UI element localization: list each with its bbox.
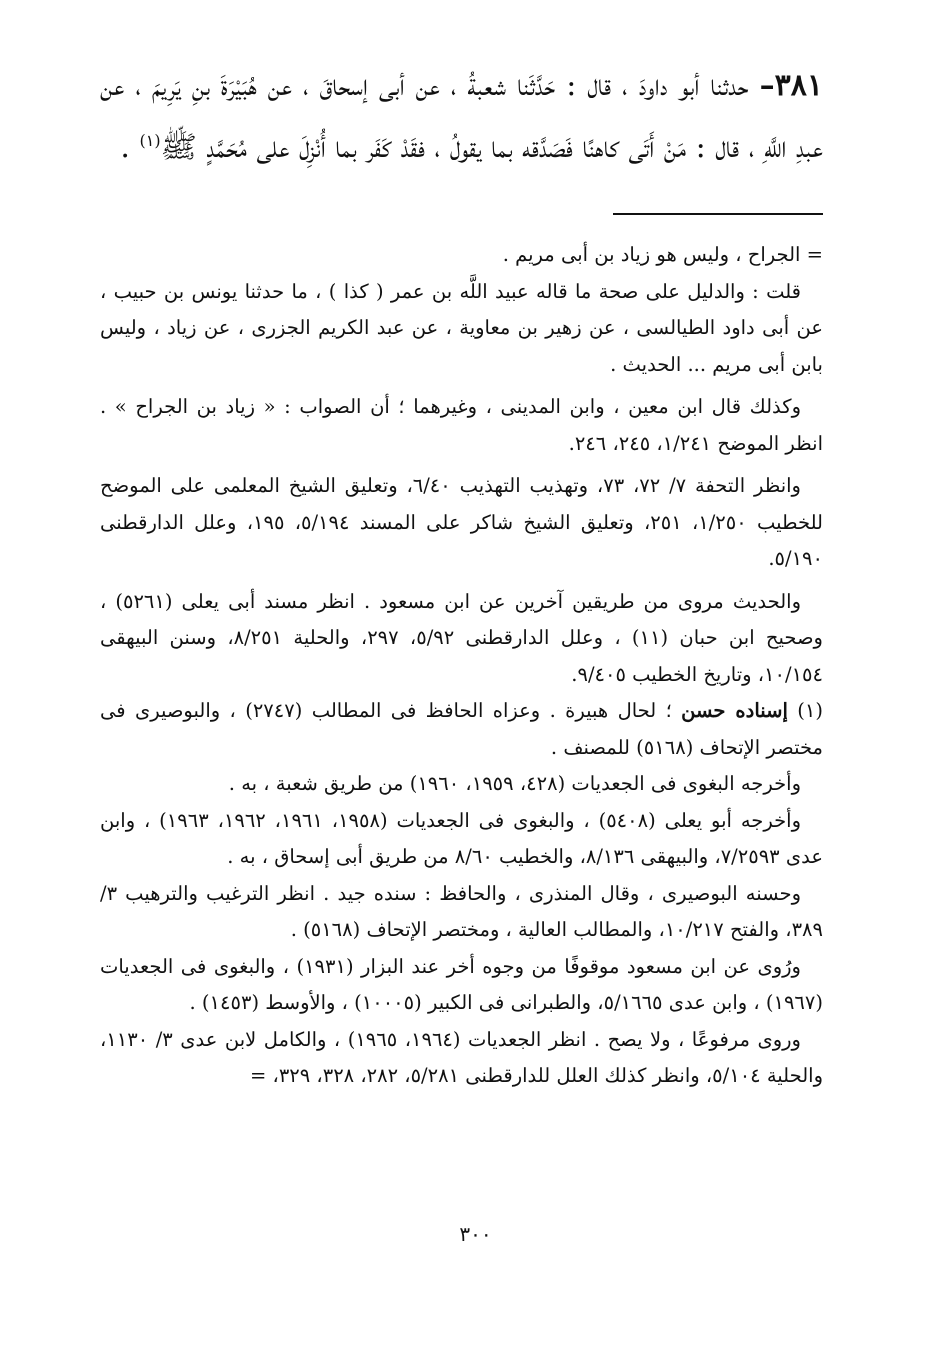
hadith-number: ٣٨١–	[759, 68, 823, 103]
footnote-1-grade: إسناده حسن	[681, 699, 788, 722]
note-paragraph: وحسنه البوصيرى ، وقال المنذرى ، والحافظ : سنده جيد . انظر الترغيب والترهيب ٣/ ٣٨٩، والفتح ١٠/٢١٧، والمطالب العالية ، ومختصر الإتحاف (٥١٦٨) .	[100, 881, 823, 941]
note-paragraph: قلت : والدليل على صحة ما قاله عبيد اللَّه بن عمر ( كذا ) ، ما حدثنا يونس بن حبيب ، عن أبى داود الطيالسى ، عن زهير بن معاوية ، عن عبد الكريم الجزرى ، عن زياد ، وليس بابن أبى مريم ... الحديث .	[100, 279, 823, 376]
note-paragraph: وروى مرفوعًا ، ولا يصح . انظر الجعديات (١٩٦٤، ١٩٦٥) ، والكامل لابن عدى ٣/ ١١٣٠، والحلية ٥/١٠٤، وانظر كذلك العلل للدارقطنى ٥/٢٨١، ٢٨٢، ٣٢٨، ٣٢٩، =	[100, 1027, 823, 1087]
note-paragraph: ورُوى عن ابن مسعود موقوفًا من وجوه أخر عند البزار (١٩٣١) ، والبغوى فى الجعديات (١٩٦٧) ، وابن عدى ٥/١٦٦٥، والطبرانى فى الكبير (١٠٠٠٥) ، والأوسط (١٤٥٣) .	[100, 954, 823, 1014]
footnote-separator	[613, 213, 823, 215]
note-paragraph: وأخرجه أبو يعلى (٥٤٠٨) ، والبغوى فى الجعديات (١٩٥٨، ١٩٦١، ١٩٦٢، ١٩٦٣) ، وابن عدى ٧/٢٥٩٣، والبيهقى ٨/١٣٦، والخطيب ٨/٦٠ من طريق أبى إسحاق ، به .	[100, 808, 823, 868]
note-paragraph: وأخرجه البغوى فى الجعديات (٤٢٨، ١٩٥٩، ١٩٦٠) من طريق شعبة ، به .	[228, 772, 801, 795]
note-paragraph: وكذلك قال ابن معين ، وابن المدينى ، وغيرهما ؛ أن الصواب : « زياد بن الجراح » . انظر الموضح ١/٢٤١، ٢٤٥، ٢٤٦.	[100, 395, 823, 455]
footnote-reference: (١)	[139, 131, 161, 150]
note-paragraph: وانظر التحفة ٧/ ٧٢، ٧٣، وتهذيب التهذيب ٦/٤٠، وتعليق الشيخ المعلمى على الموضح للخطيب ١/٢٥٠، ٢٥١، وتعليق الشيخ شاكر على المسند ٥/١٩٤، ١٩٥، وعلل الدارقطنى ٥/١٩٠.	[100, 474, 823, 570]
footnote-1	[100, 693, 823, 766]
page-number: ٣٠٠	[459, 1222, 492, 1246]
footnote-1-marker: (١)	[797, 699, 823, 722]
hadith-body: حدثنا أبو داودَ ، قال : حَدَّثَنا شعبةُ ، عن أبى إسحاقَ ، عن هُبَيْرَةَ بنِ يَرِيمَ ، عن عبدِ اللَّهِ ، قال : مَنْ أَتَى كاهنًا فَصَدَّقه بما يقولُ ، فقَدْ كَفَر بما أُنْزِلَ على مُحَمَّدٍ ﷺ	[100, 68, 823, 165]
hadith-end: .	[120, 130, 140, 165]
note-paragraph: والحديث مروى من طريقين آخرين عن ابن مسعود . انظر مسند أبى يعلى (٥٢٦١) ، وصحيح ابن حبان (١١) ، وعلل الدارقطنى ٥/٩٢، ٢٩٧، والحلية ٨/٢٥١، وسنن البيهقى ١٠/١٥٤، وتاريخ الخطيب ٩/٤٠٥.	[100, 589, 823, 686]
note-paragraph: = الجراح ، وليس هو زياد بن أبى مريم .	[502, 243, 823, 266]
footnote-1-text: ؛ لحال هبيرة . وعزاه الحافظ فى المطالب (٢٧٤٧) ، والبوصيرى فى مختصر الإتحاف (٥١٦٨) للمصنف .	[100, 699, 823, 759]
hadith-text	[100, 58, 823, 175]
footnotes	[100, 237, 823, 1095]
